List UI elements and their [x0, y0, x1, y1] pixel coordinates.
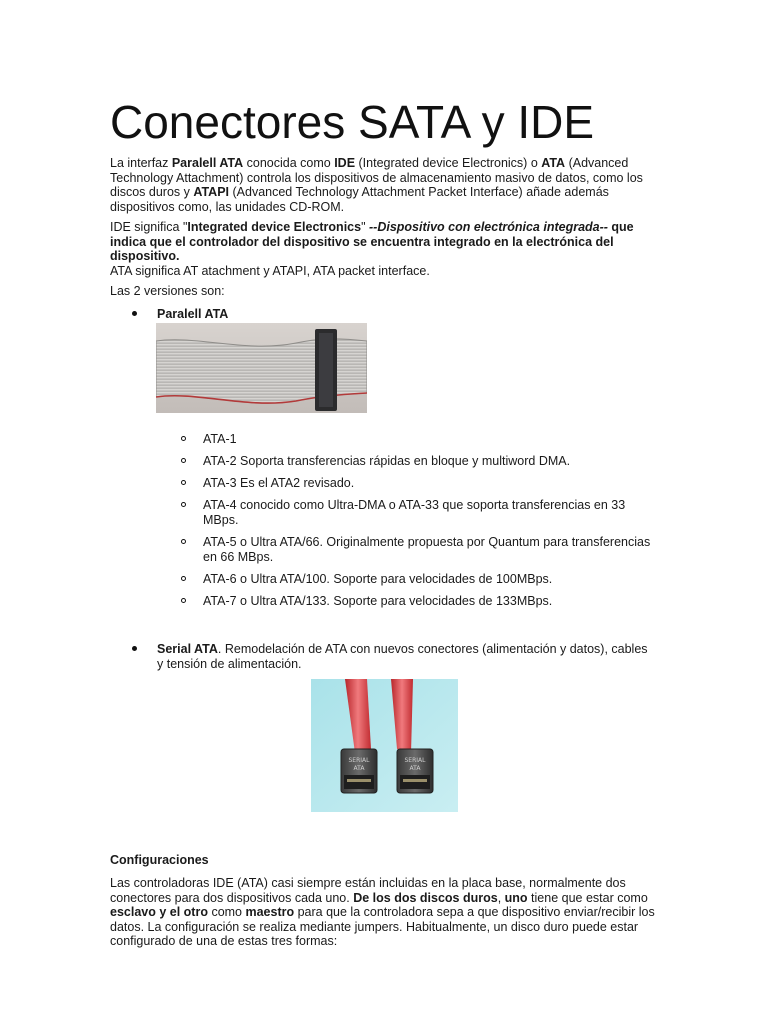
config-bold-3: esclavo y el otro — [110, 905, 208, 920]
config-text-4: como — [207, 905, 246, 920]
ide-definition-paragraph — [110, 220, 655, 264]
intro-text-2: conocida como — [243, 156, 335, 170]
connector-label-ata: ATA — [353, 765, 365, 772]
ata-4-item: ATA-4 conocido como Ultra-DMA o ATA-33 que soporta transferencias en 33 MBps. — [203, 498, 626, 527]
ide-def-bold-italic: --Dispositivo con electrónica integrada-- — [369, 220, 608, 234]
connector-label-serial: SERIAL — [348, 757, 370, 764]
ata-3-item: ATA-3 Es el ATA2 revisado. — [203, 476, 355, 490]
intro-bold-atapi: ATAPI — [193, 185, 230, 200]
sub-bullet — [181, 480, 186, 485]
sub-bullet — [181, 576, 186, 581]
serial-ata-paragraph — [157, 642, 655, 671]
config-bold-2: uno — [504, 890, 528, 905]
sub-bullet — [181, 598, 186, 603]
ide-def-bold-1: Integrated device Electronics — [187, 220, 362, 234]
config-text-3: tiene que estar como — [527, 890, 648, 905]
bullet-dot — [132, 311, 137, 316]
serial-ata-label: Serial ATA — [157, 642, 218, 656]
intro-text-5: (Advanced Technology Attachment Packet Interface) añade además dispositivos como, las unidades CD-ROM. — [110, 185, 609, 214]
config-bold-1: De los dos discos duros — [353, 890, 498, 905]
sub-bullet — [181, 458, 186, 463]
intro-text-4: (Advanced Technology Attachment) controla los dispositivos de almacenamiento masivo de datos, como los discos duros y — [110, 156, 643, 200]
intro-paragraph — [110, 156, 655, 214]
ata-7-item: ATA-7 o Ultra ATA/133. Soporte para velocidades de 133MBps. — [203, 594, 553, 608]
sub-bullet — [181, 502, 186, 507]
ata-definition: ATA significa AT atachment y ATAPI, ATA packet interface. — [110, 264, 430, 278]
config-bold-4: maestro — [245, 905, 295, 920]
ata-6-item: ATA-6 o Ultra ATA/100. Soporte para velocidades de 100MBps. — [203, 572, 553, 586]
intro-bold-ide: IDE — [334, 156, 356, 170]
intro-bold-paralell-ata: Paralell ATA — [171, 156, 244, 170]
ata-5-item: ATA-5 o Ultra ATA/66. Originalmente propuesta por Quantum para transferencias en 66 MBps. — [203, 535, 651, 564]
serial-ata-text: . Remodelación de ATA con nuevos conectores (alimentación y datos), cables y tensión de alimentación. — [157, 642, 648, 671]
config-text-5: para que la controladora sepa a que dispositivo enviar/recibir los datos. La configuración se realiza mediante jumpers. Habitualmente, un disco duro puede estar configurado de una de estas tres formas: — [110, 905, 655, 949]
config-text-1: Las controladoras IDE (ATA) casi siempre están incluidas en la placa base, normalmente dos conectores para dos dispositivos cada uno. — [110, 876, 626, 905]
ata-2-item: ATA-2 Soporta transferencias rápidas en bloque y multiword DMA. — [203, 454, 571, 468]
page-title: Conectores SATA y IDE — [110, 96, 595, 148]
connector-label-serial: SERIAL — [404, 757, 426, 764]
intro-bold-ata: ATA — [541, 156, 566, 170]
connector-label-ata: ATA — [409, 765, 421, 772]
config-heading: Configuraciones — [110, 853, 209, 867]
ide-def-bold-2: que indica que el controlador del dispositivo se encuentra integrado en la electrónica del dispositivo. — [110, 220, 634, 264]
ata-1-item: ATA-1 — [203, 432, 237, 446]
intro-text-1: La interfaz — [110, 156, 172, 170]
paralell-ata-label: Paralell ATA — [157, 307, 229, 321]
serial-ata-cable-image — [311, 679, 458, 812]
versions-intro: Las 2 versiones son: — [110, 284, 225, 298]
bullet-dot — [132, 646, 137, 651]
sub-bullet — [181, 539, 186, 544]
sub-bullet — [181, 436, 186, 441]
ide-def-text-1: IDE significa " — [110, 220, 188, 234]
paralell-ata-cable-image — [156, 323, 367, 413]
config-text-2: , — [497, 890, 505, 905]
ide-def-text-2: " — [361, 220, 369, 234]
config-paragraph — [110, 876, 655, 949]
intro-text-3: (Integrated device Electronics) o — [355, 156, 542, 170]
